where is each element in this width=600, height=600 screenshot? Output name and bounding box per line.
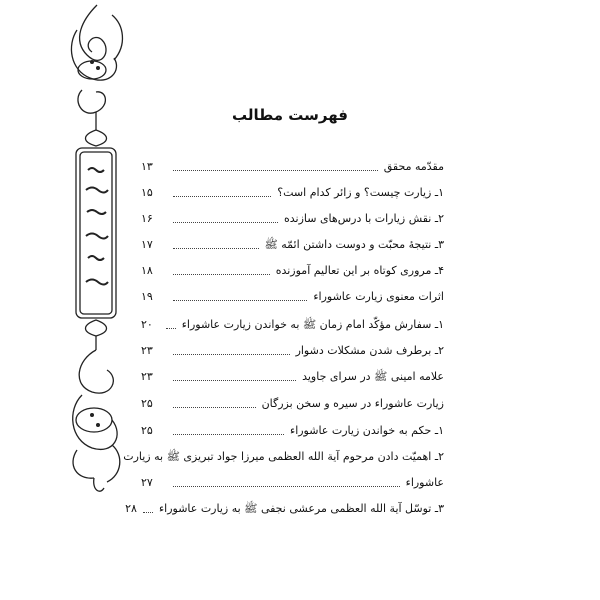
toc-entry-title: مقدّمه محقق [383,160,444,173]
leader-dots [173,222,278,223]
leader-dots [173,434,284,435]
toc-entry [123,444,444,466]
leader-dots [166,328,176,329]
toc-entry-title: ۱ـ حکم به خواندن زیارت عاشوراء [290,424,444,437]
toc-entry-page: ۲۵ [141,424,153,437]
leader-dots [173,196,271,197]
toc-entry-page: ۱۹ [141,290,153,303]
leader-dots [173,274,270,275]
toc-entry-title: ۴ـ مروری کوتاه بر این تعالیم آموزنده [275,264,444,277]
toc-entry-page: ۱۵ [141,186,153,199]
toc-entry [141,470,444,492]
toc-entry-title: اثرات معنوی زیارت عاشوراء [313,290,444,303]
toc-entry [141,154,444,176]
toc-entry-page: ۲۷ [141,476,153,489]
toc-entry-title: ۲ـ برطرف شدن مشکلات دشوار [295,344,444,357]
toc-entry-title: زیارت عاشوراء در سیره و سخن بزرگان [261,397,444,410]
toc-entry-page: ۱۶ [141,212,153,225]
leader-dots [173,300,307,301]
toc-entry [141,180,444,202]
toc-entry-title: ۱ـ زیارت چیست؟ و زائر کدام است؟ [277,186,444,199]
toc-entry-title: ۳ـ نتیجهٔ محبّت و دوست داشتن ائمّه ﷺ [264,238,444,251]
toc-entry [141,284,444,306]
leader-dots [173,380,296,381]
toc-entry-title: عاشوراء [405,476,444,489]
toc-entry-title: ۲ـ اهمیّت دادن مرحوم آیة الله العظمی میرزا جواد تبریزی ﷺ به زیارت [123,450,444,463]
toc-entry-page: ۲۸ [125,502,137,515]
toc-entry-title: ۲ـ نقش زیارات با درس‌های سازنده [283,212,444,225]
toc-entry [141,418,444,440]
toc-entry [125,496,444,518]
toc-entry [141,258,444,280]
toc-entry [141,312,444,334]
toc-entry-title: ۳ـ توسّل آیة الله العظمی مرعشی نجفی ﷺ به زیارت عاشوراء [158,502,444,515]
toc-entry-page: ۲۳ [141,370,153,383]
leader-dots [173,170,378,171]
leader-dots [143,512,153,513]
toc-entry [141,206,444,228]
toc-entry-page: ۲۵ [141,397,153,410]
toc-entry-page: ۱۷ [141,238,153,251]
toc-entry-page: ۲۰ [141,318,153,331]
leader-dots [173,248,259,249]
toc-entry [141,232,444,254]
toc-entry-page: ۲۳ [141,344,153,357]
toc-entry-title: ۱ـ سفارش مؤکّد امام زمان ﷺ به خواندن زیارت عاشوراء [181,318,444,331]
leader-dots [173,354,290,355]
leader-dots [173,486,400,487]
leader-dots [173,407,256,408]
toc-entry [141,338,444,360]
ornament-script [86,60,108,427]
toc-entry [141,391,444,413]
toc-entry-page: ۱۸ [141,264,153,277]
toc-entry [141,364,444,386]
toc-entry-page: ۱۳ [141,160,153,173]
toc-entry-title: علامه امینی ﷺ در سرای جاوید [302,370,444,383]
page-title: فهرست مطالب [232,106,348,124]
